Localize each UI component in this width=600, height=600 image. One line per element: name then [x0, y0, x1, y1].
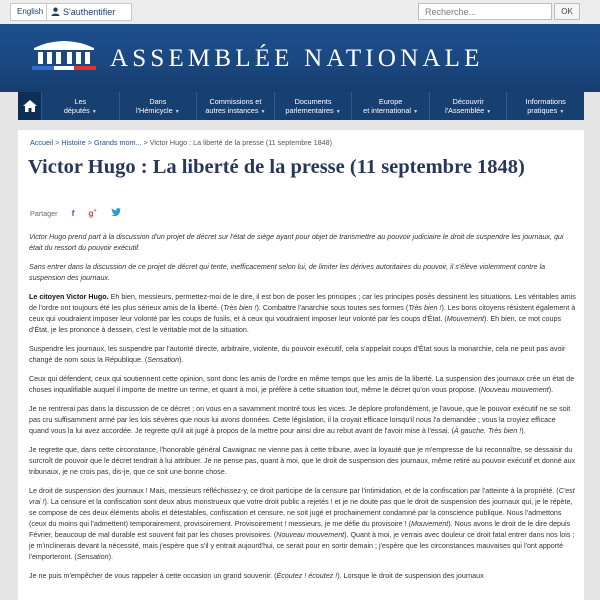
- nav-item-line1: Europe: [378, 97, 403, 106]
- text: ). Combattre l'anarchie sous toutes ses formes (: [256, 304, 409, 312]
- nav-item-line2: [197, 106, 274, 117]
- speaker-name: Le citoyen Victor Hugo.: [29, 293, 109, 301]
- article-paragraph: [29, 404, 577, 437]
- reaction: Mouvement: [410, 520, 449, 528]
- search-input[interactable]: [418, 3, 552, 20]
- nav-item-label: l'Hémicycle: [136, 106, 173, 115]
- nav-item-hemicycle[interactable]: [120, 92, 198, 120]
- nav-item-informations[interactable]: [507, 92, 584, 120]
- twitter-icon[interactable]: [111, 208, 121, 218]
- nav-item-line1: Commissions et: [209, 97, 262, 106]
- nav-item-line1: Les: [74, 97, 87, 106]
- article-paragraph: [29, 292, 577, 336]
- nav-item-label: députés: [63, 106, 90, 115]
- reaction: Sensation: [147, 356, 180, 364]
- language-button[interactable]: English: [10, 3, 50, 21]
- text: Le droit de suspension des journaux ! Mais, messieurs réfléchissez-y, ce droit participe de la censure par l'intimidation, et de la confiscation par l'atteinte à la propriété. (: [29, 487, 559, 495]
- text: ). Les bons citoyens résistent également à ceux qui voudraient imposer leur volonté par les coups de fusils, et à ceux qui voudraient imposer leur volonté par les coups d'État. (: [29, 304, 576, 323]
- nav-item-line2: [120, 106, 197, 117]
- main-nav: [18, 92, 584, 120]
- breadcrumb-current: Victor Hugo : La liberté de la presse (11 septembre 1848): [149, 138, 333, 147]
- text: ). La censure et la confiscation sont deux abus monstrueux que votre droit public a rejetés ! et je ne doute pas que le droit de suspension des journaux qui, je le répète, se compose de ces deux éléments abolis et détestables, confiscation et censure, ne soit jugé et prochainement condamné par la conscience publique. Nous l'admettons (ceux du moins qui l'admettent) temporairement, provisoirement. Provisoirement ! messieurs, je me défie du provisoire ! (: [29, 498, 573, 528]
- page-title: Victor Hugo : La liberté de la presse (11 septembre 1848): [28, 156, 525, 178]
- chevron-down-icon: ▼: [335, 109, 341, 115]
- text: Je ne puis m'empêcher de vous rappeler à cette occasion un grand souvenir. (: [29, 572, 277, 580]
- nav-item-label: pratiques: [527, 106, 558, 115]
- article-paragraph: [29, 445, 577, 478]
- breadcrumb-link-grands-moments[interactable]: Grands mom...: [93, 138, 142, 147]
- reaction: Sensation: [76, 553, 109, 561]
- reaction: Nouveau mouvement: [276, 531, 345, 539]
- login-label: S'authentifier: [63, 7, 116, 17]
- nav-item-line2: [507, 106, 584, 117]
- home-icon: [23, 100, 37, 112]
- breadcrumb-link-histoire[interactable]: Histoire: [61, 138, 86, 147]
- chevron-down-icon: ▼: [559, 109, 565, 115]
- nav-item-deputes[interactable]: [42, 92, 120, 120]
- text: ). Lorsque le droit de suspension des journaux: [337, 572, 484, 580]
- login-button[interactable]: [46, 3, 132, 21]
- article-paragraph: [29, 344, 577, 366]
- google-plus-icon[interactable]: g+: [88, 208, 97, 218]
- breadcrumb-link-accueil[interactable]: Accueil: [30, 138, 54, 147]
- text: ).: [521, 427, 526, 435]
- reaction: Nouveau mouvement: [480, 386, 549, 394]
- share-bar: [30, 208, 121, 218]
- nav-item-documents[interactable]: [275, 92, 353, 120]
- reaction: Très bien !: [223, 304, 257, 312]
- main-content: [18, 130, 584, 600]
- nav-item-europe[interactable]: [352, 92, 430, 120]
- breadcrumb-separator: >: [87, 138, 92, 147]
- reaction: À gauche. Très bien !: [453, 427, 522, 435]
- reaction: Très bien !: [408, 304, 442, 312]
- reaction: Écoutez ! écoutez !: [276, 572, 338, 580]
- text: Suspendre les journaux, les suspendre par l'autorité directe, arbitraire, violente, du pouvoir exécutif, cela s'appelait coups d'État sous la monarchie, cela ne peut pas avoir changé de nom sous la République. (: [29, 345, 566, 364]
- nav-item-commissions[interactable]: [197, 92, 275, 120]
- search-ok-button[interactable]: OK: [554, 3, 580, 20]
- article-paragraph: [29, 374, 577, 396]
- site-banner: [0, 24, 600, 92]
- article-context: Sans entrer dans la discussion de ce projet de décret qui tente, inefficacement selon lui, de limiter les dérives autoritaires du pouvoir, il s'élève violemment contre la suspension des journaux.: [29, 263, 546, 282]
- reaction: C'est vrai !: [29, 487, 575, 506]
- chevron-down-icon: ▼: [260, 109, 266, 115]
- text: Je ne rentrerai pas dans la discussion de ce décret ; on vous en a savamment montré tous les vices. Je déplore profondément, je l'avoue, que le pouvoir exécutif ne se soit pas cru suffisamment armé par les lois sévères que nous lui avons données. Cette législation, il la croyait efficace lorsqu'il nous l'a demandée ; vous la croyiez efficace quand vous la lui avez accordée. Je regrette qu'il ait jugé à propos de la mettre pour ainsi dire au rebut avant de l'avoir mise à l'essai. (: [29, 405, 571, 435]
- nav-item-line1: Informations: [525, 97, 566, 106]
- nav-item-line2: [352, 106, 429, 117]
- nav-item-label: autres instances: [205, 106, 259, 115]
- article-paragraph: [29, 486, 577, 563]
- reaction: Mouvement: [446, 315, 485, 323]
- share-label: Partager: [30, 208, 58, 218]
- breadcrumb: [30, 138, 332, 147]
- nav-item-line2: [42, 106, 119, 117]
- nav-item-line1: Dans: [149, 97, 167, 106]
- nav-item-line1: Découvrir: [452, 97, 484, 106]
- nav-home[interactable]: [18, 92, 42, 120]
- nav-item-line2: [275, 106, 352, 117]
- article-body: [29, 232, 577, 590]
- nav-item-label: et international: [363, 106, 412, 115]
- text: ).: [179, 356, 184, 364]
- article-intro: Victor Hugo prend part à la discussion d'un projet de décret sur l'état de siège ayant pour objet de transmettre au pouvoir judiciaire le droit de suspendre les journaux, qui était du ressort du pouvoir exécutif.: [29, 233, 564, 252]
- text: ). Eh bien, ce mot coups d'État, je les prononce à dessein, c'est le véritable mot de la situation.: [29, 315, 562, 334]
- text: ).: [548, 386, 554, 394]
- nav-item-label: parlementaires: [285, 106, 334, 115]
- nav-item-label: l'Assemblée: [445, 106, 485, 115]
- facebook-icon[interactable]: f: [71, 208, 75, 218]
- breadcrumb-separator: >: [55, 138, 60, 147]
- chevron-down-icon: ▼: [91, 109, 97, 115]
- nav-item-line1: Documents: [294, 97, 332, 106]
- article-paragraph: [29, 571, 577, 582]
- text: ).: [108, 553, 113, 561]
- site-title[interactable]: ASSEMBLÉE NATIONALE: [110, 45, 484, 72]
- chevron-down-icon: ▼: [413, 109, 419, 115]
- text: Ceux qui défendent, ceux qui soutiennent cette opinion, sont donc les amis de l'ordre en même temps que les amis de la liberté. La suspension des journaux crée un état de choses inqualifiable auquel il importe de mettre un terme, et quant à moi, je préfère à cette situation tout, même le décret qu'on vous propose. (: [29, 375, 575, 394]
- chevron-down-icon: ▼: [174, 109, 180, 115]
- breadcrumb-separator: >: [143, 138, 148, 147]
- user-icon: [51, 7, 60, 16]
- text: Eh bien, messieurs, permettez-moi de le dire, il est bon de poser les principes ; car les principes posés dessinent les situations. Les véritables amis de l'ordre ont toujours été les plus sérieux amis de la liberté. (: [29, 293, 576, 312]
- text: Je regrette que, dans cette circonstance, l'honorable général Cavaignac ne vienne pas à cette tribune, avec la loyauté que je m'empresse de lui reconnaître, se dessaisir du surcroît de pouvoir que le décret tendrait à lui attribuer. Je ne pense pas, quant à moi, que le droit de suspension des journaux, même retiré au pouvoir exécutif et donné aux tribunaux, je ne crois pas, dis-je, que ce soit une bonne chose.: [29, 446, 576, 476]
- text: ). Nous avons le droit de le dire depuis Février, beaucoup de mal durable est souvent fait par les choses provisoires. (: [29, 520, 571, 539]
- nav-item-decouvrir[interactable]: [430, 92, 508, 120]
- assemblee-logo-icon[interactable]: [30, 36, 98, 72]
- text: ). Quant à moi, je verrais avec douleur ce droit fatal entrer dans nos lois ; je m'inclinerais devant la nécessité, mais j'espère que s'il y entrait aujourd'hui, ce serait pour en sortir demain ; j'espère que les circonstances mauvaises qui l'ont apporté l'emporteront. (: [29, 531, 575, 561]
- top-bar: [0, 0, 600, 24]
- nav-item-line2: [430, 106, 507, 117]
- chevron-down-icon: ▼: [486, 109, 492, 115]
